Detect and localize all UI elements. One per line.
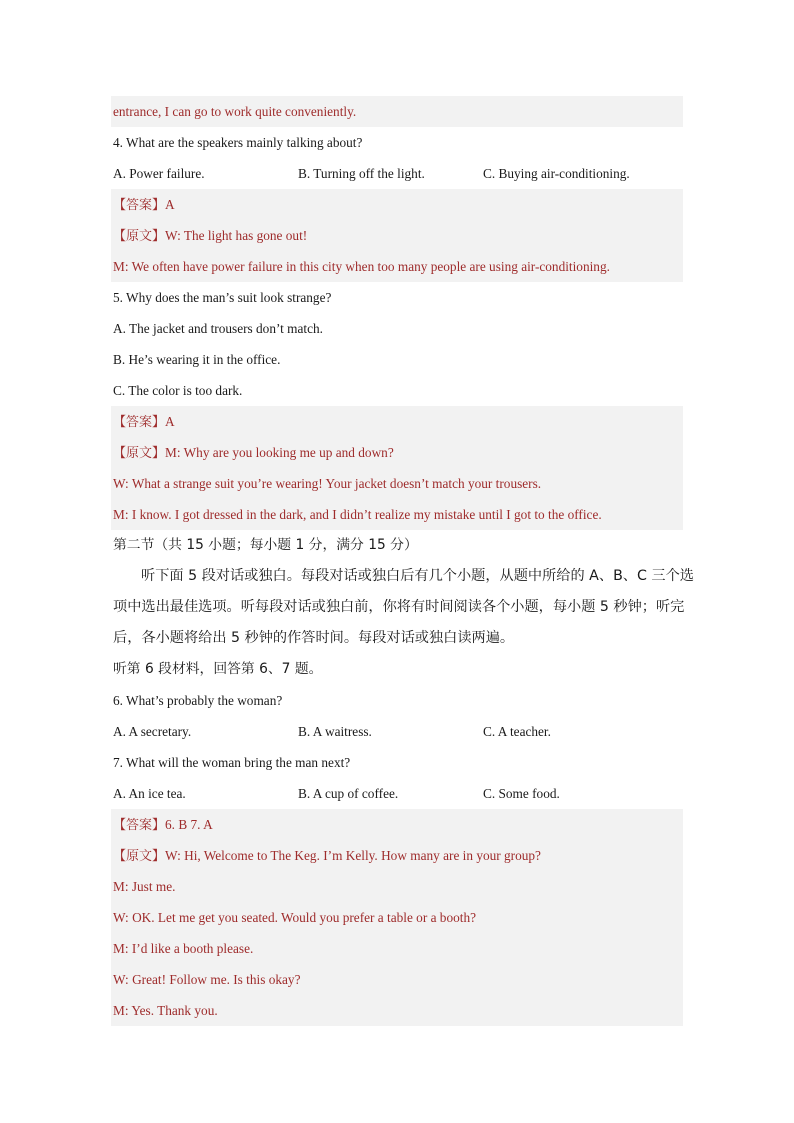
question-4: 4. What are the speakers mainly talking about?: [113, 135, 363, 150]
transcript-tag: 【原文】: [113, 446, 166, 461]
option-b: B. A waitress.: [298, 724, 372, 739]
transcript-line: M: I’d like a booth please.: [111, 933, 683, 964]
transcript-line: M: Just me.: [111, 871, 683, 902]
document-page: [111, 96, 694, 1026]
transcript-line: W: OK. Let me get you seated. Would you prefer a table or a booth?: [111, 902, 683, 933]
transcript-line: M: I know. I got dressed in the dark, and I didn’t realize my mistake until I got to the office.: [111, 499, 683, 530]
answer-tag: 【答案】: [113, 818, 166, 833]
section-heading: 第二节（共 15 小题；每小题 1 分，满分 15 分）: [113, 537, 418, 553]
option-c: C. Some food.: [483, 786, 560, 801]
transcript-line: entrance, I can go to work quite conveniently.: [111, 96, 683, 127]
transcript-tag: 【原文】: [113, 229, 166, 244]
material-heading: 听第 6 段材料，回答第 6、7 题。: [113, 661, 323, 677]
answer-line: 【答案】6. B 7. A: [111, 809, 683, 840]
option-a: A. A secretary.: [113, 724, 192, 739]
question-7-options: [111, 778, 683, 809]
option-a: A. An ice tea.: [113, 786, 186, 801]
transcript-line: W: Great! Follow me. Is this okay?: [111, 964, 683, 995]
option-c: C. A teacher.: [483, 724, 551, 739]
answer-line: 【答案】A: [111, 189, 683, 220]
transcript-line: M: We often have power failure in this city when too many people are using air-conditioning.: [111, 251, 683, 282]
transcript-line: 【原文】W: Hi, Welcome to The Keg. I’m Kelly. How many are in your group?: [111, 840, 683, 871]
option-c: C. Buying air-conditioning.: [483, 166, 630, 181]
instructions-line: 项中选出最佳选项。听每段对话或独白前，你将有时间阅读各个小题，每小题 5 秒钟；听完: [113, 599, 685, 615]
transcript-line: 【原文】M: Why are you looking me up and down?: [111, 437, 683, 468]
question-6-options: [111, 716, 683, 747]
option-b: B. A cup of coffee.: [298, 786, 399, 801]
question-6: 6. What’s probably the woman?: [113, 693, 283, 708]
option-b: B. He’s wearing it in the office.: [113, 352, 281, 367]
transcript-line: M: Yes. Thank you.: [111, 995, 683, 1026]
answer-tag: 【答案】: [113, 198, 166, 213]
answer-line: 【答案】A: [111, 406, 683, 437]
option-a: A. The jacket and trousers don’t match.: [113, 321, 323, 336]
option-a: A. Power failure.: [113, 166, 205, 181]
question-4-options: [111, 158, 683, 189]
transcript-line: 【原文】W: The light has gone out!: [111, 220, 683, 251]
transcript-line: W: What a strange suit you’re wearing! Your jacket doesn’t match your trousers.: [111, 468, 683, 499]
option-c: C. The color is too dark.: [113, 383, 243, 398]
instructions-line: 听下面 5 段对话或独白。每段对话或独白后有几个小题，从题中所给的 A、B、C 三个选: [141, 568, 694, 584]
instructions-line: 后，各小题将给出 5 秒钟的作答时间。每段对话或独白读两遍。: [113, 630, 515, 646]
transcript-tag: 【原文】: [113, 849, 166, 864]
question-5: 5. Why does the man’s suit look strange?: [113, 290, 332, 305]
answer-tag: 【答案】: [113, 415, 166, 430]
option-b: B. Turning off the light.: [298, 166, 425, 181]
question-7: 7. What will the woman bring the man next?: [113, 755, 351, 770]
